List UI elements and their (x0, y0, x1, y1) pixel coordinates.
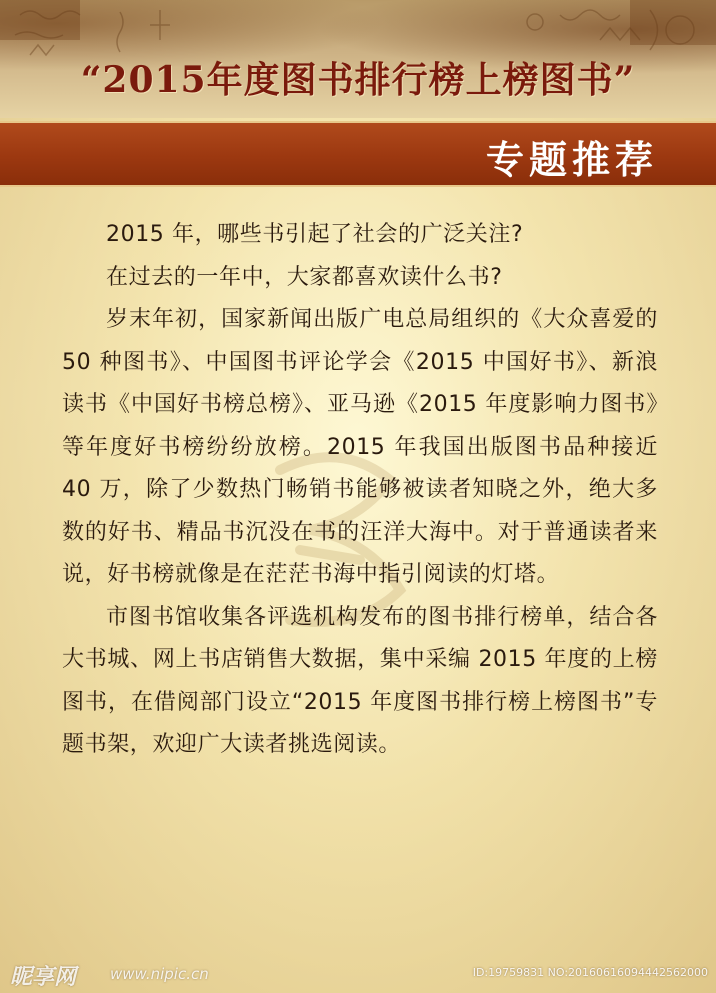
watermark-logo: 昵享网 (10, 965, 77, 990)
watermark-url: www.nipic.cn (110, 965, 209, 983)
article-body (62, 214, 658, 767)
subtitle-band (0, 121, 716, 187)
paragraph-library-notice: 市图书馆收集各评选机构发布的图书排行榜单，结合各大书城、网上书店销售大数据，集中采编 2015 年度的上榜图书，在借阅部门设立“2015 年度图书排行榜上榜图书”专题书架，欢迎广大读者挑选阅读。 (62, 604, 658, 757)
watermark-id: ID:19759831 NO:20160616094442562000 (472, 966, 708, 979)
page-title: “2015年度图书排行榜上榜图书” (80, 59, 636, 101)
paragraph-background: 岁末年初，国家新闻出版广电总局组织的《大众喜爱的 50 种图书》、中国图书评论学会《2015 中国好书》、新浪读书《中国好书榜总榜》、亚马逊《2015 年度影响力图书》等年度好书榜纷纷放榜。2015 年我国出版图书品种接近 40 万，除了少数热门畅销书能够被读者知晓之外，绝大多数的好书、精品书沉没在书的汪洋大海中。对于普通读者来说，好书榜就像是在茫茫书海中指引阅读的灯塔。 (62, 307, 658, 587)
page-subtitle: 专题推荐 (485, 137, 658, 182)
watermark-footer (0, 958, 716, 993)
paragraph-question-2: 在过去的一年中，大家都喜欢读什么书? (106, 264, 503, 290)
paragraph-question-1: 2015 年，哪些书引起了社会的广泛关注? (106, 222, 524, 247)
header-banner (0, 0, 716, 118)
